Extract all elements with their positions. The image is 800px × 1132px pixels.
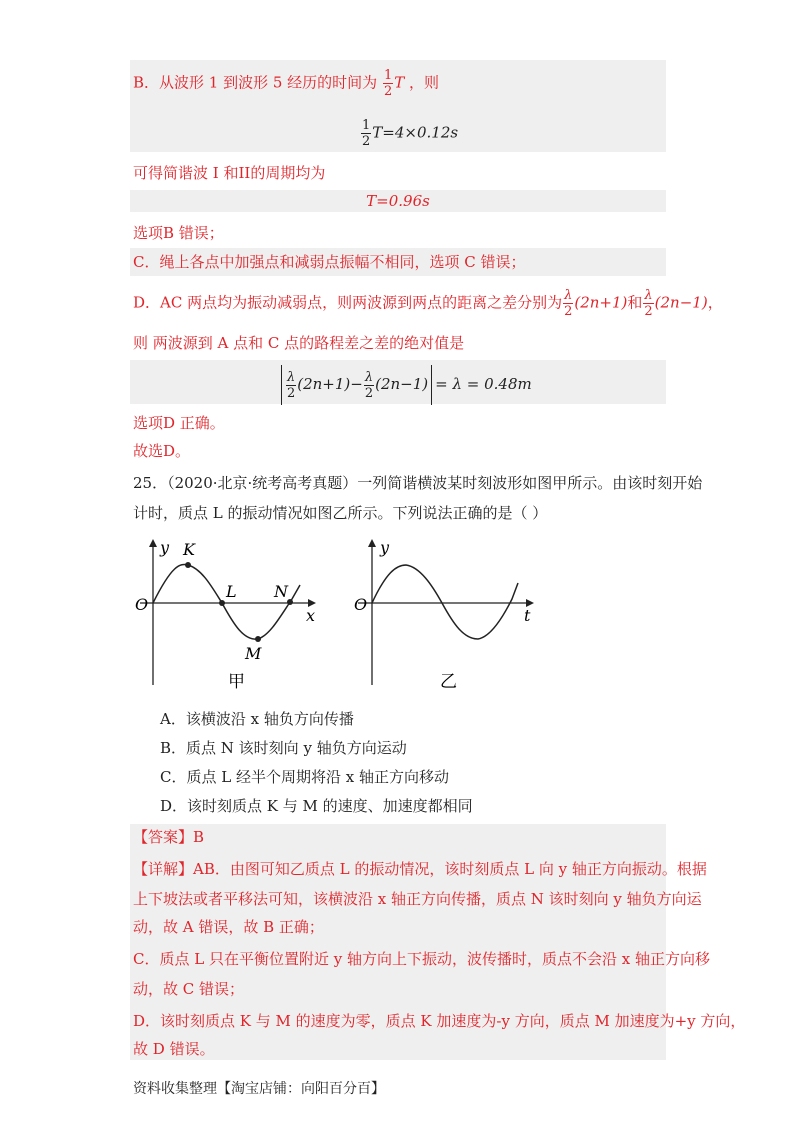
section-d-line3: 选项D 正确。 — [133, 414, 225, 432]
answer-detail-2: 上下坡法或者平移法可知，该横波沿 x 轴正方向传播，质点 N 该时刻向 y 轴负方向运 — [133, 890, 702, 908]
answer-detail-4: C．质点 L 只在平衡位置附近 y 轴方向上下振动，波传播时，质点不会沿 x 轴正方向移 — [133, 950, 710, 968]
section-d-line1: D．AC 两点均为振动减弱点，则两波源到两点的距离之差分别为 $\frac{\lambda}{2}$ (2n+1)和 $\frac{\lambda}{2}$ (2n−1)， — [133, 288, 723, 319]
yi-t-label: t — [524, 606, 531, 625]
b-fraction: $\frac{1}{2}$ — [383, 68, 393, 99]
option-c: C．质点 L 经半个周期将沿 x 轴正方向移动 — [160, 768, 449, 786]
answer-detail-3: 动，故 A 错误，故 B 正确； — [133, 918, 324, 936]
section-b-line1 — [133, 68, 439, 99]
yi-y-label: y — [380, 538, 390, 557]
section-d-line4: 故选D。 — [133, 442, 191, 460]
section-b-eq1: $\frac{1}{2}$ T=4×0.12s — [362, 118, 459, 149]
jia-M-label: M — [245, 644, 262, 663]
answer-detail-6: D．该时刻质点 K 与 M 的速度为零，质点 K 加速度为-y 方向，质点 M 加速度为+y 方向， — [133, 1012, 746, 1030]
graph-jia — [130, 535, 330, 695]
yi-O-label: O — [354, 595, 368, 614]
answer-detail-1: 【详解】AB．由图可知乙质点 L 的振动情况，该时刻质点 L 向 y 轴正方向振动。根据 — [133, 860, 707, 878]
section-b-line3: 选项B 错误； — [133, 224, 224, 242]
jia-L-label: L — [226, 582, 237, 601]
section-d-eq: $\frac{\lambda}{2}$ (2n+1)− $\frac{\lambda}{2}$ (2n−1) = λ = 0.48m — [278, 365, 532, 405]
b-then: ，则 — [409, 73, 440, 92]
option-d: D．该时刻质点 K 与 M 的速度、加速度都相同 — [160, 797, 473, 815]
answer-label: 【答案】B — [133, 828, 205, 846]
b-text: B．从波形 1 到波形 5 经历的时间为 — [133, 73, 378, 92]
graph-yi — [348, 535, 548, 695]
section-c-line: C．绳上各点中加强点和减弱点振幅不相同，选项 C 错误； — [133, 253, 526, 271]
question-line2: 计时，质点 L 的振动情况如图乙所示。下列说法正确的是（ ） — [133, 504, 548, 522]
section-b-line2: 可得简谐波 I 和II的周期均为 — [133, 164, 326, 182]
option-a: A．该横波沿 x 轴负方向传播 — [160, 710, 354, 728]
yi-caption: 乙 — [440, 672, 457, 692]
jia-x-label: x — [306, 606, 316, 625]
page-footer: 资料收集整理【淘宝店铺：向阳百分百】 — [133, 1081, 385, 1097]
jia-N-label: N — [274, 582, 288, 601]
question-line1: 25．（2020·北京·统考高考真题）一列简谐横波某时刻波形如图甲所示。由该时刻开始 — [133, 474, 703, 492]
answer-detail-7: 故 D 错误。 — [133, 1040, 215, 1058]
jia-K-label: K — [183, 540, 195, 559]
jia-O-label: O — [135, 595, 149, 614]
jia-y-label: y — [160, 538, 170, 557]
section-d-line2: 则 两波源到 A 点和 C 点的路程差之差的绝对值是 — [133, 334, 465, 352]
answer-detail-5: 动，故 C 错误； — [133, 980, 245, 998]
b-T: T — [394, 73, 405, 92]
option-b: B．质点 N 该时刻向 y 轴负方向运动 — [160, 739, 407, 757]
section-b-eq2: T=0.96s — [366, 192, 430, 210]
jia-caption: 甲 — [228, 672, 245, 692]
